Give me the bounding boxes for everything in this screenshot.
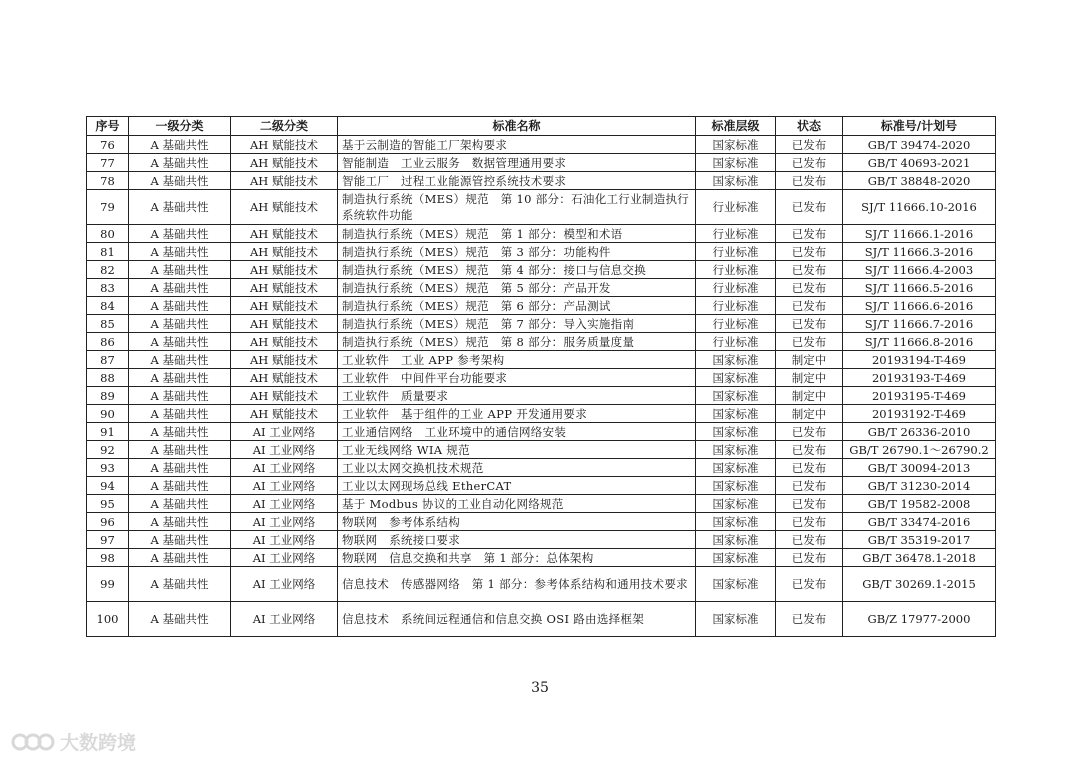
cell-status: 制定中: [776, 369, 843, 387]
cell-category-2: AH 赋能技术: [231, 154, 338, 172]
cell-standard-level: 国家标准: [696, 513, 776, 531]
cell-standard-level: 国家标准: [696, 387, 776, 405]
cell-standard-code: 20193193-T-469: [843, 369, 996, 387]
cell-standard-code: 20193194-T-469: [843, 351, 996, 369]
cell-standard-code: SJ/T 11666.6-2016: [843, 297, 996, 315]
cell-no: 76: [87, 136, 129, 154]
cell-category-2: AH 赋能技术: [231, 225, 338, 243]
cell-standard-name: 物联网 参考体系结构: [338, 513, 696, 531]
cell-category-2: AI 工业网络: [231, 495, 338, 513]
table-row: [87, 315, 996, 333]
cell-category-1: A 基础共性: [129, 531, 231, 549]
cell-status: 已发布: [776, 567, 843, 602]
cell-no: 93: [87, 459, 129, 477]
cell-category-1: A 基础共性: [129, 567, 231, 602]
header-row: [87, 117, 996, 136]
cell-status: 已发布: [776, 279, 843, 297]
cell-category-1: A 基础共性: [129, 495, 231, 513]
cell-standard-name: 工业软件 基于组件的工业 APP 开发通用要求: [338, 405, 696, 423]
cell-category-2: AH 赋能技术: [231, 351, 338, 369]
cell-standard-level: 国家标准: [696, 459, 776, 477]
cell-standard-name: 工业以太网现场总线 EtherCAT: [338, 477, 696, 495]
cell-standard-code: SJ/T 11666.7-2016: [843, 315, 996, 333]
cell-status: 已发布: [776, 154, 843, 172]
cell-category-2: AH 赋能技术: [231, 387, 338, 405]
watermark-text: 大数跨境: [60, 732, 137, 754]
cell-category-1: A 基础共性: [129, 369, 231, 387]
table-row: [87, 154, 996, 172]
cell-standard-code: SJ/T 11666.10-2016: [843, 190, 996, 225]
cell-standard-name: 智能工厂 过程工业能源管控系统技术要求: [338, 172, 696, 190]
table-row: [87, 279, 996, 297]
cell-no: 100: [87, 602, 129, 637]
cell-status: 制定中: [776, 351, 843, 369]
cell-standard-level: 国家标准: [696, 154, 776, 172]
cell-standard-level: 行业标准: [696, 315, 776, 333]
watermark: [10, 728, 136, 755]
table-row: [87, 495, 996, 513]
table-row: [87, 261, 996, 279]
cell-standard-level: 国家标准: [696, 495, 776, 513]
standards-table: [86, 116, 996, 637]
cell-standard-level: 国家标准: [696, 369, 776, 387]
table-row: [87, 549, 996, 567]
cell-category-2: AH 赋能技术: [231, 279, 338, 297]
cell-category-1: A 基础共性: [129, 225, 231, 243]
cell-no: 90: [87, 405, 129, 423]
cell-standard-level: 行业标准: [696, 190, 776, 225]
cell-standard-level: 国家标准: [696, 477, 776, 495]
cell-standard-code: SJ/T 11666.1-2016: [843, 225, 996, 243]
table-row: [87, 423, 996, 441]
cell-status: 已发布: [776, 172, 843, 190]
cell-standard-code: GB/T 39474-2020: [843, 136, 996, 154]
cell-category-2: AH 赋能技术: [231, 190, 338, 225]
cell-category-1: A 基础共性: [129, 172, 231, 190]
cell-category-2: AH 赋能技术: [231, 333, 338, 351]
cell-no: 92: [87, 441, 129, 459]
cell-no: 82: [87, 261, 129, 279]
cell-standard-name: 制造执行系统（MES）规范 第 7 部分：导入实施指南: [338, 315, 696, 333]
cell-no: 84: [87, 297, 129, 315]
table-row: [87, 513, 996, 531]
cell-no: 96: [87, 513, 129, 531]
cell-status: 已发布: [776, 261, 843, 279]
cell-no: 97: [87, 531, 129, 549]
cell-standard-code: SJ/T 11666.5-2016: [843, 279, 996, 297]
cell-category-2: AI 工业网络: [231, 459, 338, 477]
cell-standard-name: 工业软件 工业 APP 参考架构: [338, 351, 696, 369]
table-body: [87, 136, 996, 637]
cell-standard-code: GB/T 31230-2014: [843, 477, 996, 495]
cell-standard-level: 行业标准: [696, 297, 776, 315]
header-status: 状态: [776, 117, 843, 136]
cell-status: 已发布: [776, 531, 843, 549]
cell-category-2: AH 赋能技术: [231, 297, 338, 315]
cell-category-2: AH 赋能技术: [231, 243, 338, 261]
cell-status: 已发布: [776, 602, 843, 637]
chain-link-logo-icon: [10, 729, 56, 755]
cell-standard-level: 国家标准: [696, 567, 776, 602]
cell-standard-name: 制造执行系统（MES）规范 第 1 部分：模型和术语: [338, 225, 696, 243]
table-row: [87, 225, 996, 243]
cell-standard-code: GB/T 33474-2016: [843, 513, 996, 531]
cell-category-2: AI 工业网络: [231, 441, 338, 459]
cell-no: 87: [87, 351, 129, 369]
cell-standard-name: 制造执行系统（MES）规范 第 4 部分：接口与信息交换: [338, 261, 696, 279]
cell-category-2: AI 工业网络: [231, 423, 338, 441]
cell-standard-name: 制造执行系统（MES）规范 第 3 部分：功能构件: [338, 243, 696, 261]
header-category-1: 一级分类: [129, 117, 231, 136]
cell-status: 制定中: [776, 405, 843, 423]
table-row: [87, 243, 996, 261]
cell-standard-level: 国家标准: [696, 531, 776, 549]
cell-standard-name: 信息技术 传感器网络 第 1 部分：参考体系结构和通用技术要求: [338, 567, 696, 602]
cell-category-2: AH 赋能技术: [231, 405, 338, 423]
cell-standard-code: SJ/T 11666.4-2003: [843, 261, 996, 279]
cell-status: 已发布: [776, 225, 843, 243]
cell-standard-code: GB/T 26790.1～26790.2: [843, 441, 996, 459]
cell-no: 98: [87, 549, 129, 567]
table-row: [87, 602, 996, 637]
cell-no: 83: [87, 279, 129, 297]
table-row: [87, 172, 996, 190]
cell-category-1: A 基础共性: [129, 351, 231, 369]
cell-no: 79: [87, 190, 129, 225]
cell-category-2: AH 赋能技术: [231, 315, 338, 333]
cell-no: 85: [87, 315, 129, 333]
cell-status: 已发布: [776, 477, 843, 495]
header-category-2: 二级分类: [231, 117, 338, 136]
cell-status: 已发布: [776, 333, 843, 351]
cell-standard-name: 物联网 信息交换和共享 第 1 部分：总体架构: [338, 549, 696, 567]
cell-category-1: A 基础共性: [129, 477, 231, 495]
cell-no: 80: [87, 225, 129, 243]
table-row: [87, 136, 996, 154]
cell-standard-code: SJ/T 11666.3-2016: [843, 243, 996, 261]
table-row: [87, 567, 996, 602]
cell-standard-level: 国家标准: [696, 136, 776, 154]
header-no: 序号: [87, 117, 129, 136]
cell-category-1: A 基础共性: [129, 136, 231, 154]
cell-category-2: AI 工业网络: [231, 549, 338, 567]
cell-standard-level: 行业标准: [696, 225, 776, 243]
table-row: [87, 297, 996, 315]
cell-category-2: AI 工业网络: [231, 513, 338, 531]
cell-standard-level: 行业标准: [696, 279, 776, 297]
header-standard-level: 标准层级: [696, 117, 776, 136]
cell-standard-name: 工业通信网络 工业环境中的通信网络安装: [338, 423, 696, 441]
cell-no: 78: [87, 172, 129, 190]
cell-standard-level: 行业标准: [696, 261, 776, 279]
cell-category-2: AI 工业网络: [231, 477, 338, 495]
cell-category-2: AI 工业网络: [231, 602, 338, 637]
cell-no: 94: [87, 477, 129, 495]
table-row: [87, 351, 996, 369]
cell-standard-name: 制造执行系统（MES）规范 第 8 部分：服务质量度量: [338, 333, 696, 351]
cell-status: 已发布: [776, 459, 843, 477]
cell-category-1: A 基础共性: [129, 459, 231, 477]
cell-no: 77: [87, 154, 129, 172]
cell-standard-code: GB/T 36478.1-2018: [843, 549, 996, 567]
cell-standard-level: 国家标准: [696, 441, 776, 459]
cell-standard-level: 国家标准: [696, 423, 776, 441]
page-number: 35: [531, 680, 549, 696]
table-row: [87, 369, 996, 387]
table-row: [87, 531, 996, 549]
cell-status: 已发布: [776, 549, 843, 567]
table-row: [87, 405, 996, 423]
cell-standard-name: 制造执行系统（MES）规范 第 10 部分：石油化工行业制造执行系统软件功能: [338, 190, 696, 225]
cell-standard-level: 行业标准: [696, 333, 776, 351]
cell-category-1: A 基础共性: [129, 261, 231, 279]
cell-standard-name: 基于云制造的智能工厂架构要求: [338, 136, 696, 154]
cell-category-2: AH 赋能技术: [231, 261, 338, 279]
cell-category-1: A 基础共性: [129, 405, 231, 423]
cell-standard-name: 基于 Modbus 协议的工业自动化网络规范: [338, 495, 696, 513]
cell-standard-name: 信息技术 系统间远程通信和信息交换 OSI 路由选择框架: [338, 602, 696, 637]
cell-standard-code: GB/T 40693-2021: [843, 154, 996, 172]
cell-category-2: AH 赋能技术: [231, 172, 338, 190]
cell-status: 已发布: [776, 297, 843, 315]
cell-standard-code: GB/T 30269.1-2015: [843, 567, 996, 602]
cell-standard-code: 20193195-T-469: [843, 387, 996, 405]
cell-category-1: A 基础共性: [129, 190, 231, 225]
cell-standard-name: 智能制造 工业云服务 数据管理通用要求: [338, 154, 696, 172]
cell-standard-code: GB/T 19582-2008: [843, 495, 996, 513]
cell-category-1: A 基础共性: [129, 243, 231, 261]
cell-standard-level: 行业标准: [696, 243, 776, 261]
cell-category-1: A 基础共性: [129, 513, 231, 531]
table-row: [87, 459, 996, 477]
cell-standard-code: SJ/T 11666.8-2016: [843, 333, 996, 351]
cell-category-2: AI 工业网络: [231, 567, 338, 602]
cell-standard-code: GB/T 30094-2013: [843, 459, 996, 477]
cell-status: 已发布: [776, 190, 843, 225]
cell-category-1: A 基础共性: [129, 423, 231, 441]
cell-standard-name: 制造执行系统（MES）规范 第 6 部分：产品测试: [338, 297, 696, 315]
cell-status: 已发布: [776, 513, 843, 531]
cell-status: 已发布: [776, 495, 843, 513]
cell-category-2: AH 赋能技术: [231, 369, 338, 387]
cell-standard-level: 国家标准: [696, 405, 776, 423]
cell-no: 86: [87, 333, 129, 351]
table-row: [87, 477, 996, 495]
cell-status: 已发布: [776, 315, 843, 333]
cell-standard-level: 国家标准: [696, 351, 776, 369]
cell-no: 95: [87, 495, 129, 513]
cell-standard-code: 20193192-T-469: [843, 405, 996, 423]
cell-standard-code: GB/T 38848-2020: [843, 172, 996, 190]
cell-category-2: AI 工业网络: [231, 531, 338, 549]
cell-status: 已发布: [776, 136, 843, 154]
cell-standard-name: 工业软件 质量要求: [338, 387, 696, 405]
cell-status: 制定中: [776, 387, 843, 405]
cell-standard-level: 国家标准: [696, 602, 776, 637]
header-standard-name: 标准名称: [338, 117, 696, 136]
cell-no: 99: [87, 567, 129, 602]
cell-category-2: AH 赋能技术: [231, 136, 338, 154]
cell-status: 已发布: [776, 441, 843, 459]
table-row: [87, 190, 996, 225]
cell-standard-code: GB/T 35319-2017: [843, 531, 996, 549]
cell-standard-name: 制造执行系统（MES）规范 第 5 部分：产品开发: [338, 279, 696, 297]
header-standard-code: 标准号/计划号: [843, 117, 996, 136]
cell-status: 已发布: [776, 423, 843, 441]
cell-no: 81: [87, 243, 129, 261]
cell-standard-name: 物联网 系统接口要求: [338, 531, 696, 549]
cell-no: 89: [87, 387, 129, 405]
cell-category-1: A 基础共性: [129, 154, 231, 172]
cell-status: 已发布: [776, 243, 843, 261]
cell-category-1: A 基础共性: [129, 387, 231, 405]
cell-no: 91: [87, 423, 129, 441]
cell-category-1: A 基础共性: [129, 441, 231, 459]
cell-standard-name: 工业无线网络 WIA 规范: [338, 441, 696, 459]
cell-standard-name: 工业软件 中间件平台功能要求: [338, 369, 696, 387]
cell-standard-level: 国家标准: [696, 172, 776, 190]
cell-standard-name: 工业以太网交换机技术规范: [338, 459, 696, 477]
cell-standard-level: 国家标准: [696, 549, 776, 567]
cell-category-1: A 基础共性: [129, 279, 231, 297]
cell-standard-code: GB/T 26336-2010: [843, 423, 996, 441]
table-row: [87, 333, 996, 351]
table-row: [87, 387, 996, 405]
cell-no: 88: [87, 369, 129, 387]
cell-standard-code: GB/Z 17977-2000: [843, 602, 996, 637]
table-row: [87, 441, 996, 459]
cell-category-1: A 基础共性: [129, 333, 231, 351]
cell-category-1: A 基础共性: [129, 297, 231, 315]
cell-category-1: A 基础共性: [129, 549, 231, 567]
cell-category-1: A 基础共性: [129, 315, 231, 333]
cell-category-1: A 基础共性: [129, 602, 231, 637]
